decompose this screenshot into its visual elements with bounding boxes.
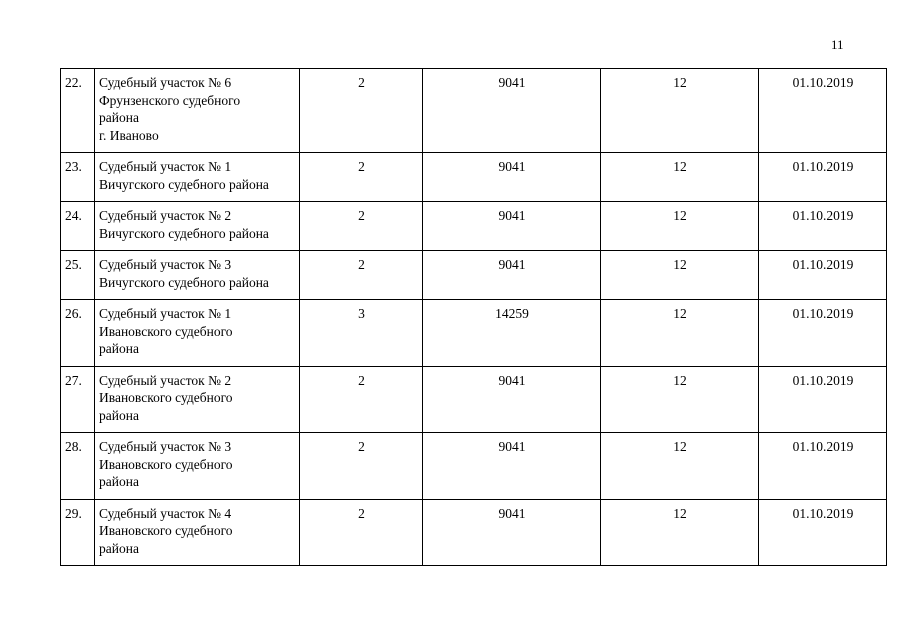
table-row	[61, 153, 887, 202]
start-date: 01.10.2019	[759, 300, 887, 367]
amount: 9041	[423, 251, 601, 300]
row-number: 27.	[61, 366, 95, 433]
row-number: 25.	[61, 251, 95, 300]
court-site-name-line: Судебный участок № 2	[99, 372, 232, 388]
amount: 14259	[423, 300, 601, 367]
table-row	[61, 202, 887, 251]
court-site-name	[95, 251, 300, 300]
months: 12	[601, 202, 759, 251]
court-site-name-line: района	[99, 407, 139, 423]
court-site-name-line: Вичугского судебного района	[99, 274, 269, 290]
start-date: 01.10.2019	[759, 69, 887, 153]
table-row	[61, 499, 887, 566]
months: 12	[601, 366, 759, 433]
amount: 9041	[423, 153, 601, 202]
start-date: 01.10.2019	[759, 366, 887, 433]
court-site-name	[95, 153, 300, 202]
court-site-name-line: Судебный участок № 4	[99, 505, 232, 521]
table-row	[61, 69, 887, 153]
page-number: 11	[831, 37, 844, 52]
court-site-name-line: Судебный участок № 3	[99, 439, 232, 454]
row-number: 23.	[61, 153, 95, 202]
amount: 9041	[423, 69, 601, 153]
court-site-name-line: Судебный участок № 1	[99, 159, 232, 174]
table-body	[61, 69, 887, 566]
court-site-name	[95, 202, 300, 251]
start-date: 01.10.2019	[759, 433, 887, 500]
court-site-name-line: г. Иваново	[99, 127, 159, 143]
start-date: 01.10.2019	[759, 251, 887, 300]
court-site-name-line: района	[99, 341, 139, 356]
table-row	[61, 300, 887, 367]
staff-count: 2	[300, 433, 423, 500]
table-row	[61, 433, 887, 500]
court-site-name-line: Судебный участок № 3	[99, 257, 232, 272]
staff-count: 2	[300, 251, 423, 300]
court-site-name	[95, 300, 300, 367]
months: 12	[601, 153, 759, 202]
court-site-name	[95, 433, 300, 500]
amount: 9041	[423, 433, 601, 500]
court-site-name-line: Ивановского судебного	[99, 456, 233, 472]
court-site-name	[95, 499, 300, 566]
row-number: 24.	[61, 202, 95, 251]
amount: 9041	[423, 499, 601, 566]
table-row	[61, 366, 887, 433]
court-site-name-line: Судебный участок № 6	[99, 75, 232, 90]
start-date: 01.10.2019	[759, 499, 887, 566]
months: 12	[601, 433, 759, 500]
row-number: 28.	[61, 433, 95, 500]
court-site-name	[95, 69, 300, 153]
court-site-name-line: района	[99, 110, 139, 125]
court-site-name-line: района	[99, 474, 139, 489]
months: 12	[601, 69, 759, 153]
staff-count: 2	[300, 366, 423, 433]
court-site-name	[95, 366, 300, 433]
court-site-name-line: Вичугского судебного района	[99, 176, 269, 192]
court-site-name-line: Вичугского судебного района	[99, 225, 269, 241]
months: 12	[601, 499, 759, 566]
court-site-name-line: Судебный участок № 1	[99, 306, 232, 321]
court-site-name-line: Ивановского судебного	[99, 523, 233, 538]
months: 12	[601, 251, 759, 300]
court-site-name-line: Фрунзенского судебного	[99, 92, 241, 108]
court-site-name-line: Ивановского судебного	[99, 323, 233, 339]
months: 12	[601, 300, 759, 367]
court-site-name-line: Ивановского судебного	[99, 390, 233, 405]
start-date: 01.10.2019	[759, 202, 887, 251]
staff-count: 3	[300, 300, 423, 367]
amount: 9041	[423, 366, 601, 433]
staff-count: 2	[300, 69, 423, 153]
row-number: 26.	[61, 300, 95, 367]
court-site-name-line: Судебный участок № 2	[99, 208, 232, 223]
court-site-name-line: района	[99, 540, 139, 556]
row-number: 29.	[61, 499, 95, 566]
table-row	[61, 251, 887, 300]
amount: 9041	[423, 202, 601, 251]
row-number: 22.	[61, 69, 95, 153]
court-sites-table	[60, 68, 887, 566]
staff-count: 2	[300, 499, 423, 566]
staff-count: 2	[300, 202, 423, 251]
staff-count: 2	[300, 153, 423, 202]
start-date: 01.10.2019	[759, 153, 887, 202]
